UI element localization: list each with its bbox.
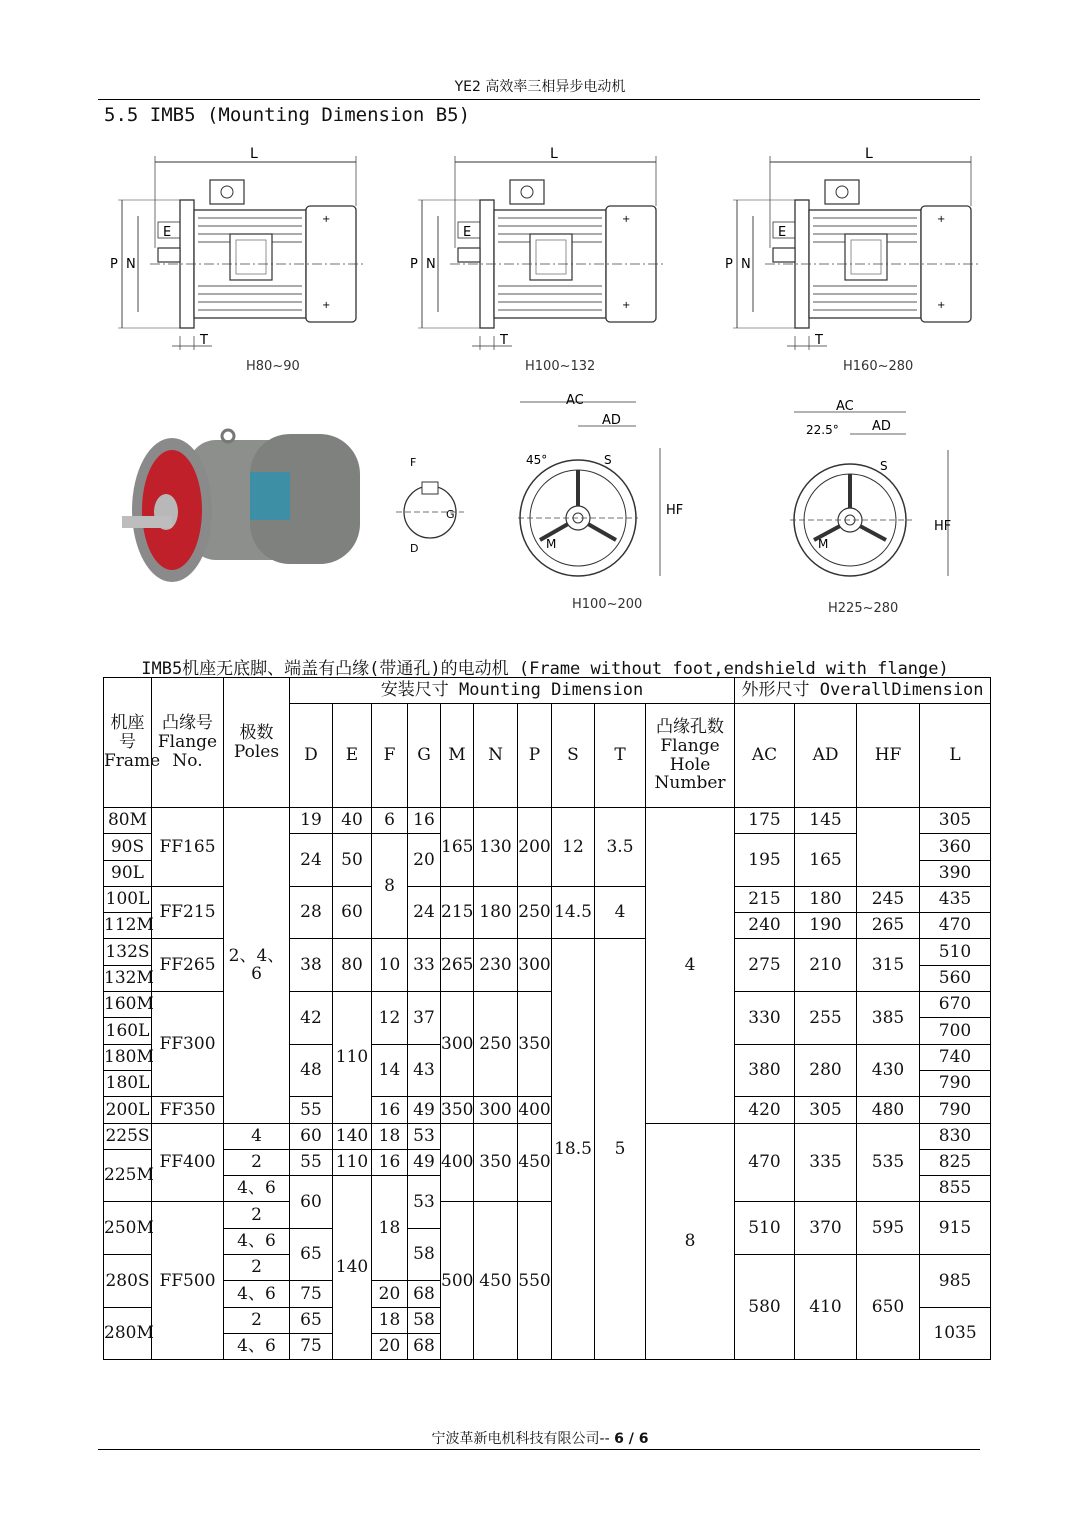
svg-text:22.5°: 22.5° (806, 423, 839, 437)
label-h100-200: H100~200 (572, 597, 643, 612)
table-row: 225S FF400 4 60 140 18 53 400 350 450 8 470 335 535 830 (104, 1123, 991, 1149)
table-row: 160L 700 (104, 1018, 991, 1044)
table-row: 90S 24 50 8 20 195 165 360 (104, 834, 991, 860)
end-view-h100-200 (518, 393, 683, 612)
page-header: YE2 高效率三相异步电动机 (454, 79, 626, 95)
svg-text:AC: AC (566, 393, 584, 408)
header-t: T (595, 704, 646, 808)
dimension-table (103, 677, 991, 1360)
table-row: 112M 240 190 265 470 (104, 913, 991, 939)
svg-text:T: T (815, 333, 823, 348)
table-row: 280M 2 65 18 58 1035 (104, 1307, 991, 1333)
header-flange: 凸缘号 Flange No. (152, 678, 224, 808)
label-h225-280: H225~280 (828, 601, 899, 616)
table-row: 4、6 65 58 (104, 1228, 991, 1254)
table-row: 132S FF265 38 80 10 33 265 230 300 18.5 5 275 210 315 510 (104, 939, 991, 965)
table-row: 4、6 60 140 18 53 855 (104, 1176, 991, 1202)
motor-photo (122, 430, 360, 582)
table-row: 100L FF215 28 60 24 215 180 250 14.5 4 215 180 245 435 (104, 886, 991, 912)
table-row: 4、6 75 20 68 (104, 1281, 991, 1307)
svg-text:T: T (500, 333, 508, 348)
svg-text:N: N (741, 257, 751, 272)
end-view-drawings (100, 390, 980, 625)
end-view-h225-280 (790, 399, 951, 616)
label-h160-280: H160~280 (843, 359, 914, 374)
footer-page-number: 6 / 6 (614, 1431, 649, 1447)
svg-text:P: P (725, 257, 733, 272)
header-hf: HF (857, 704, 920, 808)
svg-text:E: E (778, 225, 787, 240)
header-m: M (441, 704, 474, 808)
table-row: 80M FF165 2、4、6 19 40 6 16 165 130 200 12 3.5 4 175 145 305 (104, 808, 991, 834)
section-title: 5.5 IMB5 (Mounting Dimension B5) (104, 104, 471, 126)
svg-text:F: F (410, 456, 417, 469)
svg-text:N: N (126, 257, 136, 272)
drawing-h80-90 (110, 146, 364, 374)
svg-text:D: D (410, 542, 419, 555)
table-row: 225M 2 55 110 16 49 825 (104, 1149, 991, 1175)
svg-text:M: M (818, 537, 829, 551)
table-row: 132M 560 (104, 965, 991, 991)
svg-text:AC: AC (836, 399, 854, 414)
svg-text:L: L (865, 146, 873, 162)
svg-text:AD: AD (602, 413, 621, 428)
svg-text:T: T (200, 333, 208, 348)
page-footer (100, 1428, 980, 1448)
table-row: 280S 2 580 410 650 985 (104, 1255, 991, 1281)
shaft-section (396, 456, 464, 555)
table-row: 4、6 75 20 68 (104, 1333, 991, 1359)
svg-text:S: S (880, 459, 888, 473)
svg-text:M: M (546, 537, 557, 551)
svg-text:G: G (446, 508, 455, 521)
svg-text:L: L (550, 146, 558, 162)
header-ac: AC (735, 704, 795, 808)
svg-text:E: E (163, 225, 172, 240)
table-row: 180M 48 14 43 380 280 430 740 (104, 1044, 991, 1070)
header-rule (98, 99, 980, 100)
table-row: 160M FF300 42 110 12 37 300 250 350 330 255 385 670 (104, 992, 991, 1018)
header-n: N (474, 704, 518, 808)
drawing-h160-280 (725, 146, 979, 374)
header-f: F (372, 704, 408, 808)
table-row: 90L 390 (104, 860, 991, 886)
svg-text:E: E (463, 225, 472, 240)
table-row: 250M FF500 2 500 450 550 510 370 595 915 (104, 1202, 991, 1228)
header-ad: AD (795, 704, 857, 808)
footer-rule (98, 1449, 980, 1450)
svg-text:45°: 45° (526, 453, 548, 467)
svg-text:N: N (426, 257, 436, 272)
side-view-drawings (100, 140, 980, 380)
header-s: S (552, 704, 595, 808)
header-holes: 凸缘孔数 Flange Hole Number (646, 704, 735, 808)
svg-text:P: P (410, 257, 418, 272)
header-poles: 极数 Poles (224, 678, 290, 808)
table-title: IMB5机座无底脚、端盖有凸缘(带通孔)的电动机 (Frame without foot,endshield with flange) (141, 659, 949, 679)
header-frame: 机座号 Frame (104, 678, 152, 808)
table-row: 200L FF350 55 16 49 350 300 400 420 305 480 790 (104, 1097, 991, 1123)
header-e: E (333, 704, 372, 808)
svg-text:P: P (110, 257, 118, 272)
drawing-h100-132 (410, 146, 664, 374)
dim-l: L (250, 146, 258, 162)
label-h80-90: H80~90 (246, 359, 300, 374)
header-overall: 外形尺寸 OverallDimension (735, 678, 991, 704)
header-g: G (408, 704, 441, 808)
svg-text:S: S (604, 453, 612, 467)
header-p: P (518, 704, 552, 808)
svg-text:HF: HF (666, 503, 684, 518)
table-row: 180L 790 (104, 1070, 991, 1096)
header-d: D (290, 704, 333, 808)
svg-text:AD: AD (872, 419, 891, 434)
header-l: L (920, 704, 991, 808)
label-h100-132: H100~132 (525, 359, 596, 374)
footer-company: 宁波革新电机科技有限公司-- (431, 1431, 610, 1447)
svg-text:HF: HF (934, 519, 952, 534)
header-mounting: 安装尺寸 Mounting Dimension (290, 678, 735, 704)
